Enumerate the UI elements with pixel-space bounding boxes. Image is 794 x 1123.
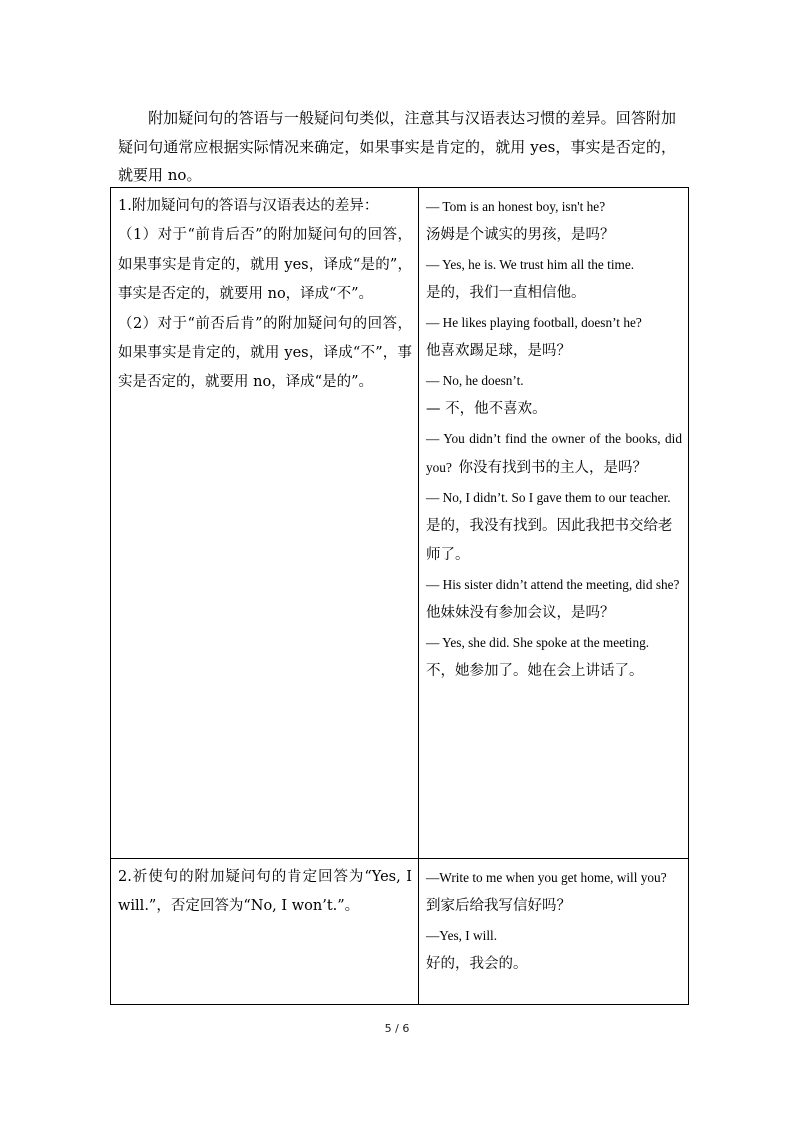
example-en: — Yes, she did. She spoke at the meeting. (426, 635, 650, 650)
rule-cell-1 (111, 188, 419, 859)
example-en: — He likes playing football, doesn’t he? (426, 315, 642, 330)
example-cell-1 (419, 188, 689, 859)
example-en: — His sister didn’t attend the meeting, did she? (426, 577, 680, 592)
example-cell-2 (419, 859, 689, 1005)
rule-cell-2 (111, 859, 419, 1005)
page-number: 5 / 6 (384, 1022, 410, 1035)
example-zh: 汤姆是个诚实的男孩，是吗？ (426, 227, 615, 243)
section1-title: 1.附加疑问句的答语与汉语表达的差异： (118, 198, 379, 214)
example-zh-inline: 你没有找到书的主人，是吗？ (458, 460, 648, 476)
example-en: —Yes, I will. (426, 928, 498, 943)
section2-text: 2.祈使句的附加疑问句的肯定回答为“Yes, I will.”，否定回答为“No, I won’t.”。 (118, 869, 412, 915)
example-zh: 是的，我没有找到。因此我把书交给老师了。 (426, 518, 673, 563)
example-en: — Yes, he is. We trust him all the time. (426, 257, 635, 272)
example-en: — No, I didn’t. So I gave them to our teacher. (426, 490, 671, 505)
grammar-table (110, 187, 689, 1005)
example-zh: 到家后给我写信好吗？ (426, 898, 571, 914)
example-zh: 他喜欢踢足球，是吗？ (426, 343, 571, 359)
section1-point1: （1）对于“前肯后否”的附加疑问句的回答，如果事实是肯定的，就用 yes，译成“是的”，事实是否定的，就要用 no，译成“不”。 (118, 227, 412, 303)
example-en: — No, he doesn’t. (426, 373, 524, 388)
intro-paragraph (118, 104, 676, 190)
section1-point2: （2）对于“前否后肯”的附加疑问句的回答，如果事实是肯定的，就用 yes，译成“不”，事实是否定的，就要用 no，译成“是的”。 (118, 315, 412, 391)
example-en: — Tom is an honest boy, isn't he? (426, 199, 606, 214)
example-zh: 好的，我会的。 (426, 956, 528, 972)
example-zh: — 不，他不喜欢。 (426, 401, 547, 417)
table-row (111, 859, 689, 1005)
example-en (426, 424, 682, 483)
table-row (111, 188, 689, 859)
example-zh: 他妹妹没有参加会议，是吗？ (426, 605, 615, 621)
intro-text: 附加疑问句的答语与一般疑问句类似，注意其与汉语表达习惯的差异。回答附加疑问句通常应根据实际情况来确定，如果事实是肯定的，就用 yes，事实是否定的，就要用 no。 (118, 109, 676, 184)
example-zh: 是的，我们一直相信他。 (426, 285, 586, 301)
example-en-text: — You didn’t find the owner of the books, did you? (426, 431, 682, 475)
example-zh: 不，她参加了。她在会上讲话了。 (426, 663, 644, 679)
example-en: —Write to me when you get home, will you? (426, 870, 667, 885)
